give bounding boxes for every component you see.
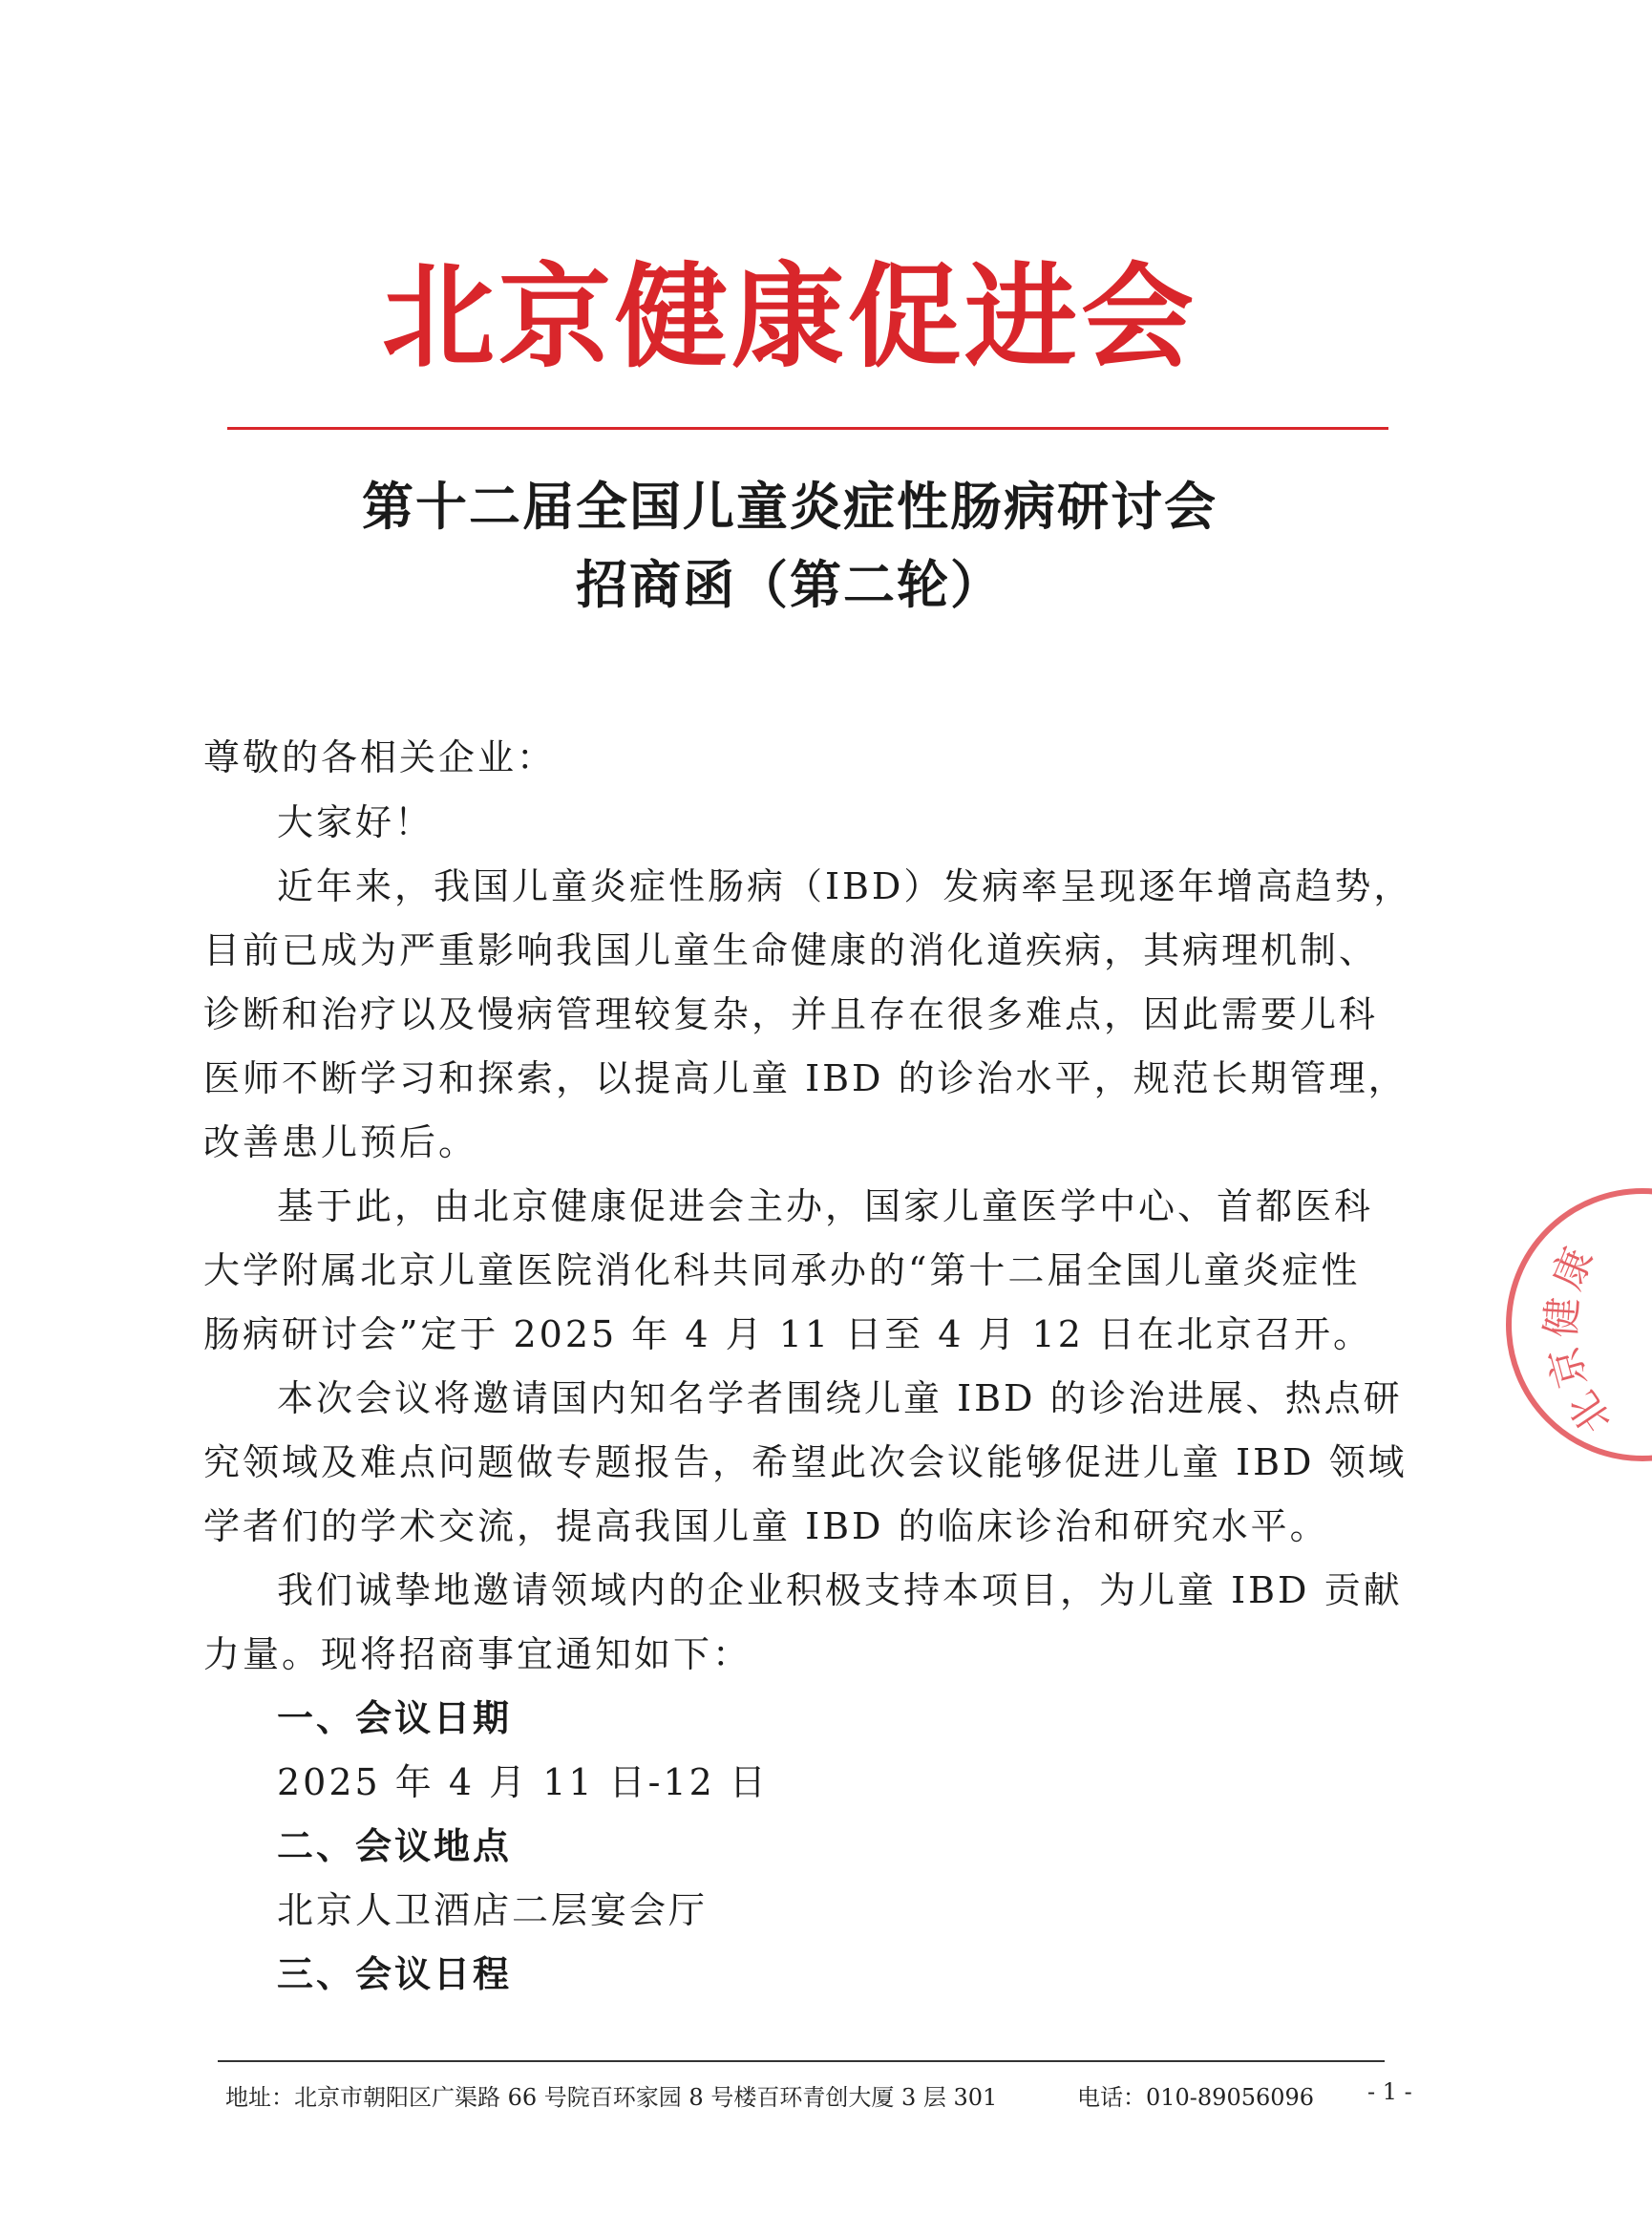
paragraph-1-line-1: 近年来，我国儿童炎症性肠病（IBD）发病率呈现逐年增高趋势， <box>277 865 1413 907</box>
paragraph-1-line-5: 改善患儿预后。 <box>203 1121 478 1163</box>
paragraph-2-line-2: 大学附属北京儿童医院消化科共同承办的“第十二届全国儿童炎症性 <box>203 1249 1361 1291</box>
paragraph-3-line-1: 本次会议将邀请国内知名学者围绕儿童 IBD 的诊治进展、热点研 <box>277 1377 1403 1419</box>
salutation: 尊敬的各相关企业： <box>203 736 557 778</box>
paragraph-3-line-3: 学者们的学术交流，提高我国儿童 IBD 的临床诊治和研究水平。 <box>203 1505 1329 1547</box>
document-title-line-1: 第十二届全国儿童炎症性肠病研讨会 <box>362 477 1218 537</box>
paragraph-2-line-3: 肠病研讨会”定于 2025 年 4 月 11 日至 4 月 12 日在北京召开。 <box>203 1313 1372 1355</box>
svg-text:北京健康 <box>1537 1235 1620 1442</box>
page-number: - 1 - <box>1367 2078 1412 2105</box>
section-3-heading: 三、会议日程 <box>277 1953 513 1995</box>
organization-title: 北京健康促进会 <box>381 251 1197 383</box>
section-2-text: 北京人卫酒店二层宴会厅 <box>277 1889 709 1931</box>
footer-address: 地址：北京市朝阳区广渠路 66 号院百环家园 8 号楼百环青创大厦 3 层 301 <box>225 2084 998 2111</box>
section-1-text: 2025 年 4 月 11 日-12 日 <box>277 1761 769 1803</box>
seal-stamp-text: 北京健康 <box>1536 1235 1620 1443</box>
paragraph-4-line-2: 力量。现将招商事宜通知如下： <box>203 1633 752 1675</box>
paragraph-4-line-1: 我们诚挚地邀请领域内的企业积极支持本项目，为儿童 IBD 贡献 <box>277 1569 1403 1611</box>
paragraph-1-line-2: 目前已成为严重影响我国儿童生命健康的消化道疾病，其病理机制、 <box>203 929 1379 971</box>
header-divider <box>227 427 1388 430</box>
section-2-heading: 二、会议地点 <box>277 1825 513 1867</box>
paragraph-1-line-4: 医师不断学习和探索，以提高儿童 IBD 的诊治水平，规范长期管理， <box>203 1057 1408 1099</box>
paragraph-3-line-2: 究领域及难点问题做专题报告，希望此次会议能够促进儿童 IBD 领域 <box>203 1441 1408 1483</box>
footer-divider <box>218 2060 1385 2062</box>
greeting: 大家好！ <box>277 801 434 843</box>
section-1-heading: 一、会议日期 <box>277 1697 513 1739</box>
seal-stamp <box>1471 1177 1652 1473</box>
paragraph-1-line-3: 诊断和治疗以及慢病管理较复杂，并且存在很多难点，因此需要儿科 <box>203 993 1379 1035</box>
document-title-line-2: 招商函（第二轮） <box>576 555 1004 615</box>
footer-phone: 电话：010-89056096 <box>1077 2084 1315 2111</box>
paragraph-2-line-1: 基于此，由北京健康促进会主办，国家儿童医学中心、首都医科 <box>277 1185 1374 1227</box>
